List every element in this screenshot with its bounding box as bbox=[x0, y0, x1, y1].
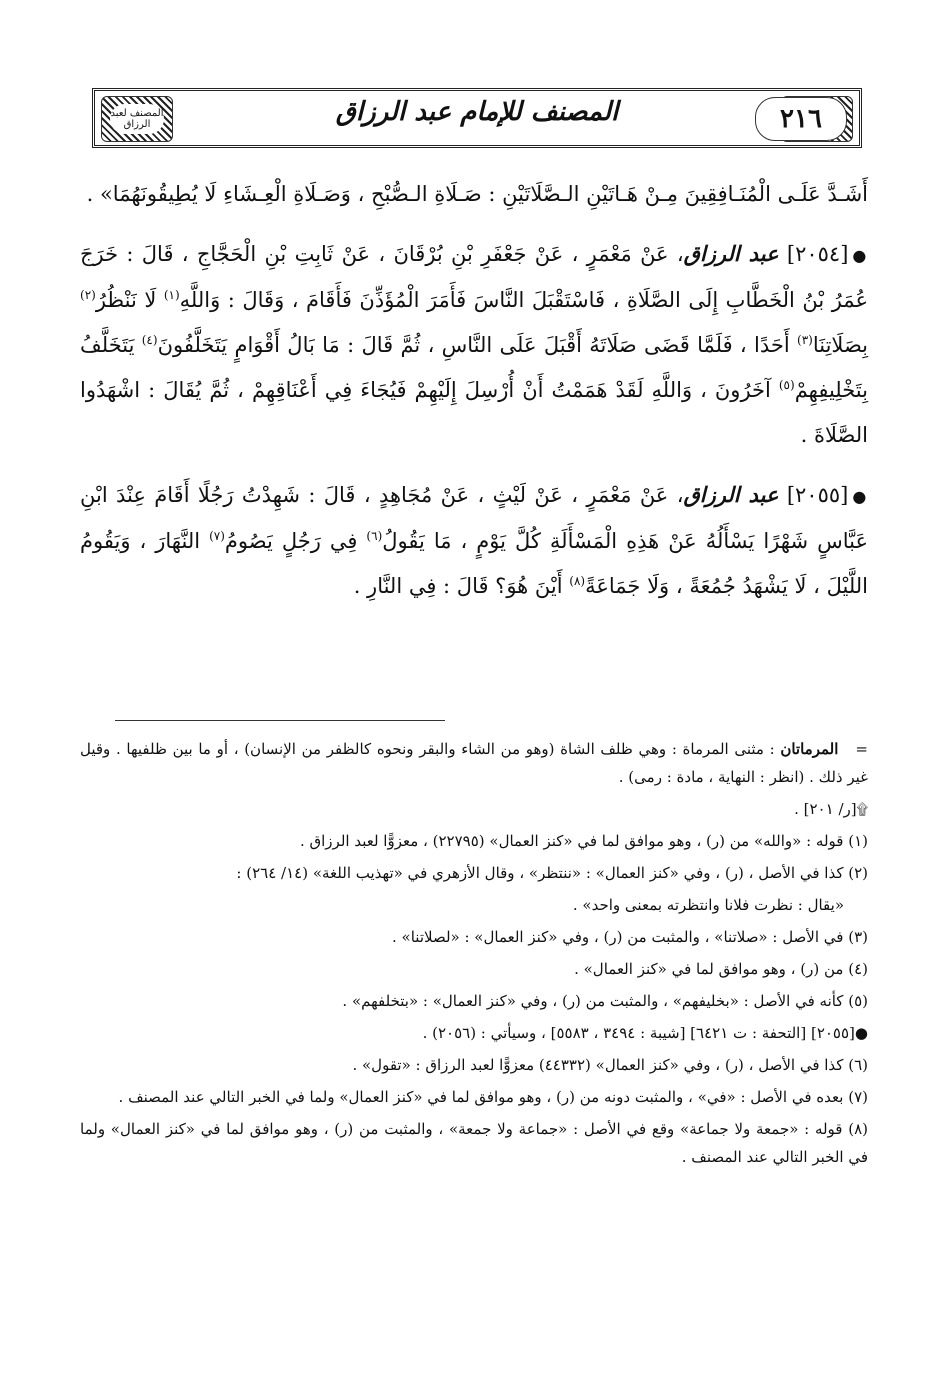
footnote-6: (٦) كذا في الأصل ، (ر) ، وفي «كنز العمال» (٤٤٣٣٢) معزوًّا لعبد الرزاق : «تقول» . bbox=[352, 1056, 868, 1074]
author-name: عبد الرزاق bbox=[683, 241, 779, 266]
footnote-marker: (٢) bbox=[80, 288, 96, 302]
footnote-7: (٧) بعده في الأصل : «في» ، والمثبت دونه من (ر) ، وهو موافق لما في «كنز العمال» ولما في الخبر التالي عند المصنف . bbox=[118, 1088, 868, 1106]
footnote-text: : مثنى المرماة : وهي ظلف الشاة (وهو من الشاء والبقر ونحوه كالظفر من الإنسان) ، أو ما بين ظلفيها . وقيل غير ذلك . (انظر : النهاية ، مادة : رمى) . bbox=[80, 740, 868, 786]
hadith-text: لَا نَنْظُرُ bbox=[95, 288, 164, 312]
footnote-divider bbox=[115, 720, 445, 721]
header-seal bbox=[101, 96, 173, 142]
hadith-text: أَحَدًا ، فَلَمَّا قَضَى صَلَاتَهُ أَقْبَلَ عَلَى النَّاسِ ، ثُمَّ قَالَ : مَا بَالُ أَقْوَامٍ يَتَخَلَّفُونَ bbox=[157, 333, 797, 357]
hadith-text: ، عَنْ مَعْمَرٍ ، عَنْ جَعْفَرِ بْنِ بُرْقَانَ ، عَنْ ثَابِتِ بْنِ الْحَجَّاجِ ، قَالَ : خَرَجَ عُمَرُ بْنُ الْخَطَّابِ إِلَى الصَّلَاةِ ، فَاسْتَقْبَلَ النَّاسَ فَأَمَرَ الْمُؤَذِّنَ فَأَقَامَ ، وَقَالَ : وَاللَّهِ bbox=[80, 242, 868, 312]
hadith-text: بِصَلَاتِنَا bbox=[812, 333, 868, 357]
footnote-2: (٢) كذا في الأصل ، (ر) ، وفي «كنز العمال» : «ننتظر» ، وقال الأزهري في «تهذيب اللغة» (١٤/ ٢٦٤) : bbox=[236, 864, 868, 882]
bullet-icon: ● bbox=[852, 487, 868, 506]
footnote-tohfa: ●[٢٠٥٥] [التحفة : ت ٦٤٢١] [شيبة : ٣٤٩٤ ، ٥٥٨٣] ، وسيأتي : (٢٠٥٦) . bbox=[422, 1024, 868, 1042]
book-title: المصنف للإمام عبد الرزاق bbox=[335, 97, 619, 127]
hadith-2054 bbox=[80, 231, 868, 458]
hadith-text: يَتَخَلَّفُ بِتَخْلِيفِهِمْ bbox=[80, 333, 868, 402]
footnote-4: (٤) من (ر) ، وهو موافق لما في «كنز العمال» . bbox=[574, 960, 868, 978]
hadith-text: ، عَنْ مَعْمَرٍ ، عَنْ لَيْثٍ ، عَنْ مُجَاهِدٍ ، قَالَ : شَهِدْتُ رَجُلًا أَقَامَ عِنْدَ ابْنِ عَبَّاسٍ شَهْرًا يَسْأَلُهُ عَنْ هَذِهِ الْمَسْأَلَةِ كُلَّ يَوْمٍ ، مَا يَقُولُ bbox=[80, 483, 868, 553]
hadith-text: فِي رَجُلٍ يَصُومُ bbox=[224, 529, 367, 553]
author-name: عبد الرزاق bbox=[683, 482, 779, 507]
page-number: ٢١٦ bbox=[755, 97, 847, 141]
footnote-marker: (٨) bbox=[569, 574, 586, 588]
footnote-continued bbox=[80, 735, 868, 791]
page-header bbox=[92, 88, 862, 148]
bullet-icon: ● bbox=[852, 246, 868, 265]
hadith-2055 bbox=[80, 472, 868, 609]
intro-paragraph: أَشَـدَّ عَلَـى الْمُنَـافِقِينَ مِـنْ هَـاتَيْنِ الـصَّلَاتَيْنِ : صَـلَاةِ الـصُّبْحِ ، وَصَـلَاةِ الْعِـشَاءِ لَا يُطِيقُونَهُمَا» . bbox=[86, 182, 868, 206]
hadith-text: النَّهَارَ ، وَيَقُومُ اللَّيْلَ ، لَا يَشْهَدُ جُمُعَةً ، وَلَا جَمَاعَةً bbox=[80, 529, 868, 598]
hadith-text: آخَرُونَ ، وَاللَّهِ لَقَدْ هَمَمْتُ أَنْ أُرْسِلَ إِلَيْهِمْ فَيُجَاءَ فِي أَعْنَاقِهِمْ ، ثُمَّ يُقَالَ : اشْهَدُوا الصَّلَاةَ . bbox=[80, 378, 868, 447]
footnote-3: (٣) في الأصل : «صلاتنا» ، والمثبت من (ر) ، وفي «كنز العمال» : «لصلاتنا» . bbox=[392, 928, 868, 946]
footnote-5: (٥) كأنه في الأصل : «بخليفهم» ، والمثبت من (ر) ، وفي «كنز العمال» : «بتخلفهم» . bbox=[342, 992, 868, 1010]
footnote-marker: (٣) bbox=[797, 333, 813, 347]
hadith-number: [٢٠٥٥] bbox=[786, 483, 849, 507]
footnotes bbox=[80, 735, 868, 1175]
footnote-marker: (٤) bbox=[141, 333, 158, 347]
footnote-marker: (١) bbox=[163, 288, 180, 302]
main-text bbox=[80, 172, 868, 623]
seal-text: المصنف لعبد الرزاق bbox=[110, 104, 164, 134]
footnote-marker: (٧) bbox=[209, 529, 225, 543]
footnote-marker: (٥) bbox=[778, 378, 795, 392]
hadith-number: [٢٠٥٤] bbox=[786, 242, 849, 266]
footnote-2-continued: «يقال : نظرت فلانا وانتظرته بمعنى واحد» . bbox=[572, 896, 844, 914]
footnote-8: (٨) قوله : «جمعة ولا جماعة» وقع في الأصل : «جماعة ولا جمعة» ، والمثبت من (ر) ، وهو موافق لما في «كنز العمال» ولما في الخبر التالي عند المصنف . bbox=[80, 1120, 868, 1166]
hadith-text: أَيْنَ هُوَ؟ قَالَ : فِي النَّارِ . bbox=[353, 574, 570, 598]
footnote-ref: ۩[ر/ ٢٠١] . bbox=[794, 800, 868, 818]
continuation-mark: = bbox=[855, 740, 868, 758]
footnote-term: المرماتان bbox=[780, 740, 839, 758]
footnote-marker: (٦) bbox=[366, 529, 383, 543]
footnote-1: (١) قوله : «والله» من (ر) ، وهو موافق لما في «كنز العمال» (٢٢٧٩٥) ، معزوًّا لعبد الرزاق . bbox=[299, 832, 868, 850]
